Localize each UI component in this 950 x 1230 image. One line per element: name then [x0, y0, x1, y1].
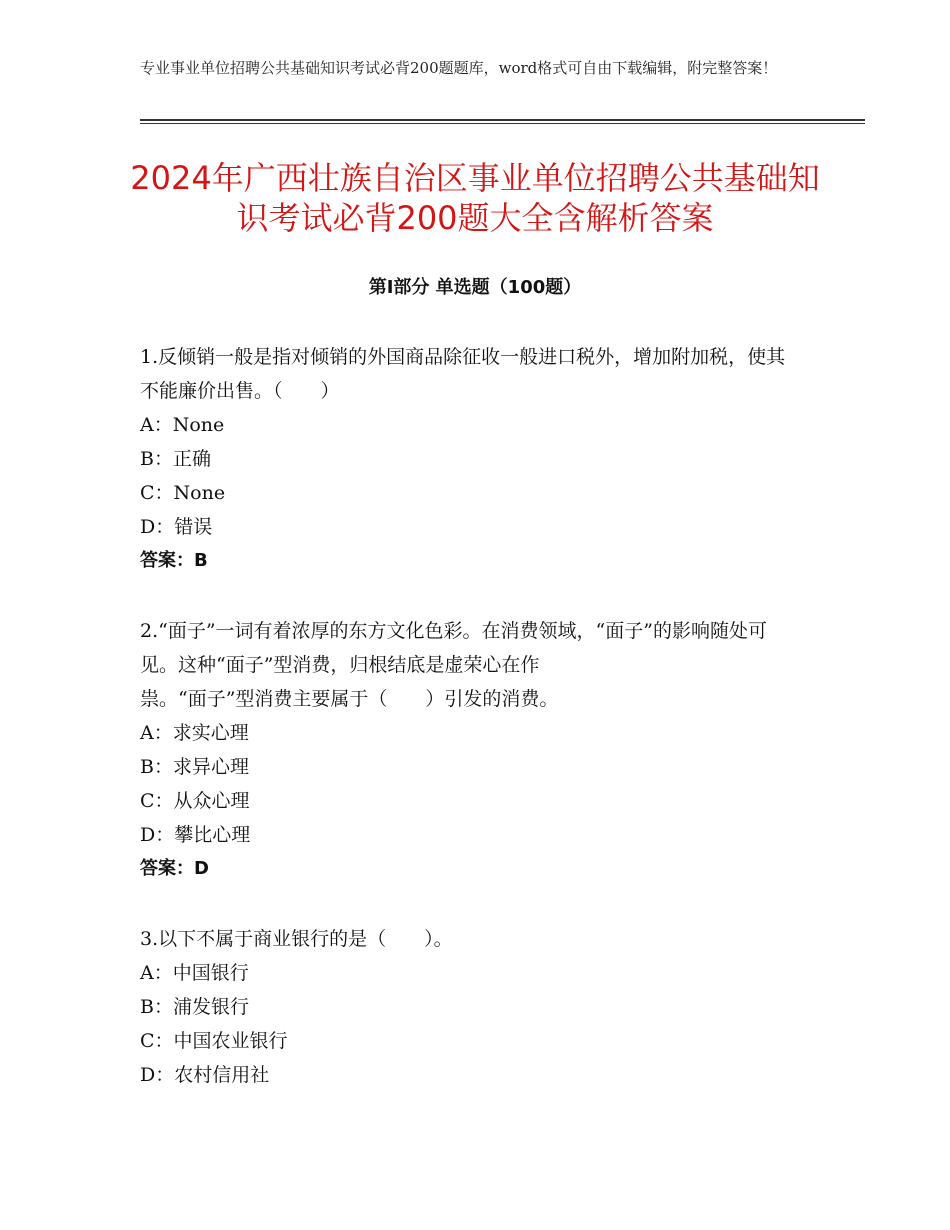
- question-3: [140, 922, 800, 1092]
- answer: 答案：D: [140, 858, 209, 879]
- option-d: D：错误: [140, 516, 213, 538]
- option-b: B：正确: [140, 448, 211, 470]
- option-d: D：攀比心理: [140, 824, 251, 846]
- header-divider: [140, 119, 865, 125]
- question-stem: 3.以下不属于商业银行的是（ ）。: [140, 928, 453, 950]
- header-divider-thin: [140, 123, 865, 124]
- option-c: C：从众心理: [140, 790, 250, 812]
- header-divider-thick: [140, 119, 865, 121]
- option-b: B：求异心理: [140, 756, 249, 778]
- option-d: D：农村信用社: [140, 1064, 270, 1086]
- option-a: A：中国银行: [140, 962, 249, 984]
- option-b: B：浦发银行: [140, 996, 249, 1018]
- question-stem: 2.“面子”一词有着浓厚的东方文化色彩。在消费领域，“面子”的影响随处可见。这种“面子”型消费，归根结底是虚荣心在作 祟。“面子”型消费主要属于（ ）引发的消费。: [140, 620, 767, 710]
- section-title: 第Ⅰ部分 单选题（100题）: [368, 277, 582, 298]
- question-2: [140, 614, 800, 886]
- option-a: A：None: [140, 414, 225, 436]
- question-1: [140, 340, 800, 578]
- document-title: 2024年广西壮族自治区事业单位招聘公共基础知识考试必背200题大全含解析答案: [130, 159, 820, 237]
- answer: 答案：B: [140, 550, 208, 571]
- option-a: A：求实心理: [140, 722, 249, 744]
- question-stem: 1.反倾销一般是指对倾销的外国商品除征收一般进口税外，增加附加税，使其不能廉价出售。（ ）: [140, 346, 786, 402]
- option-c: C：中国农业银行: [140, 1030, 288, 1052]
- option-c: C：None: [140, 482, 226, 504]
- question-list: [140, 340, 800, 1128]
- header-note: 专业事业单位招聘公共基础知识考试必背200题题库，word格式可自由下载编辑，附完整答案！: [140, 59, 778, 77]
